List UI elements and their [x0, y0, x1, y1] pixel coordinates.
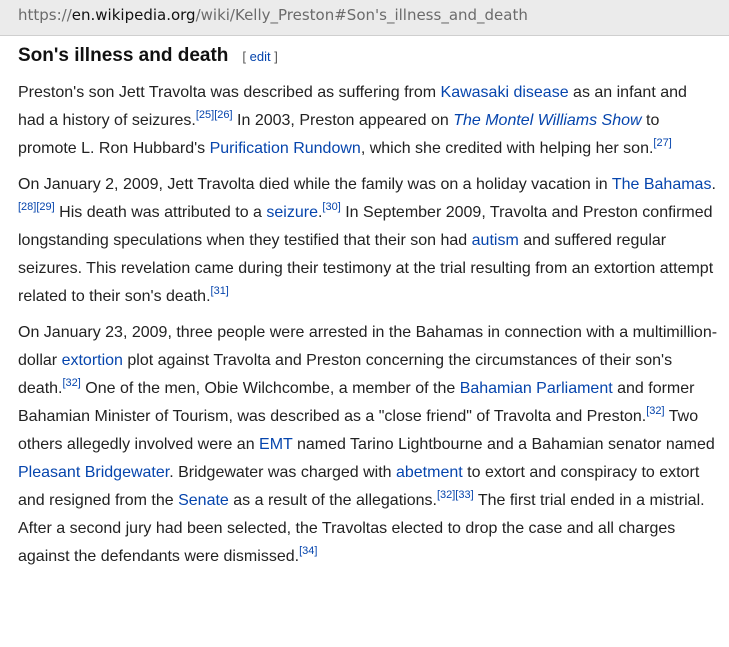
citation [36, 201, 54, 213]
text: named Tarino Lightbourne and a Bahamian senator named [292, 436, 715, 453]
article-content [18, 40, 718, 579]
citation-link[interactable]: [26] [214, 109, 233, 121]
url-scheme: https:// [18, 6, 72, 24]
edit-section [242, 49, 277, 64]
link-the-bahamas[interactable]: The Bahamas [611, 176, 712, 193]
link-emt[interactable]: EMT [259, 436, 293, 453]
text: . Bridgewater was charged with [169, 464, 396, 481]
text: On January 2, 2009, Jett Travolta died while the family was on a holiday vacation in [18, 176, 612, 193]
text: Preston's son Jett Travolta was described as suffering from [18, 84, 441, 101]
citation [214, 109, 232, 121]
citation-link[interactable]: [32] [62, 377, 81, 389]
citation [196, 109, 214, 121]
citation-link[interactable]: [25] [195, 109, 215, 121]
paragraph-death [18, 171, 718, 311]
link-senate[interactable]: Senate [178, 492, 229, 509]
citation [455, 489, 473, 501]
link-purification-rundown[interactable]: Purification Rundown [209, 140, 361, 157]
text: One of the men, Obie Wilchcombe, a member of the [80, 380, 460, 397]
paragraph-illness [18, 79, 718, 163]
citation-link[interactable]: [33] [455, 489, 474, 501]
link-bahamian-parliament[interactable]: Bahamian Parliament [459, 380, 613, 397]
text: On January 23, 2009, three people were arrested in the Bahamas in connection with a multimillion-dollar [18, 324, 718, 369]
text: The first trial ended in a mistrial. After a second jury had been selected, the Travoltas elected to drop the case and all charges against the defendants were dismissed. [18, 492, 705, 565]
link-kawasaki-disease[interactable]: Kawasaki disease [440, 84, 569, 101]
link-extortion[interactable]: extortion [61, 352, 123, 369]
citation-link[interactable]: [30] [322, 201, 341, 213]
link-pleasant-bridgewater[interactable]: Pleasant Bridgewater [18, 464, 170, 481]
url-host: en.wikipedia.org [71, 6, 196, 24]
citation [437, 489, 455, 501]
edit-bracket-close: ] [274, 49, 278, 64]
citation-link[interactable]: [28] [18, 201, 37, 213]
text: . [317, 204, 323, 221]
text: as an infant and had a history of seizures. [18, 84, 687, 129]
citation-link[interactable]: [27] [653, 137, 672, 149]
citation-link[interactable]: [29] [36, 201, 55, 213]
citation [646, 405, 664, 417]
text: Two others allegedly involved were an [18, 408, 699, 453]
address-bar[interactable] [0, 0, 729, 36]
text: to promote L. Ron Hubbard's [18, 112, 660, 157]
citation [62, 377, 80, 389]
citation-link[interactable]: [31] [210, 285, 229, 297]
citation-link[interactable]: [32] [436, 489, 456, 501]
citation-link[interactable]: [32] [646, 405, 665, 417]
citation [211, 285, 229, 297]
text: and suffered regular seizures. This revelation came during their testimony at the trial resulting from an extortion attempt related to their son's death. [18, 232, 714, 305]
citation [322, 201, 340, 213]
text: In 2003, Preston appeared on [232, 112, 454, 129]
citation [18, 201, 36, 213]
link-seizure[interactable]: seizure [266, 204, 318, 221]
text: In September 2009, Travolta and Preston confirmed longstanding speculations when they testified that their son had [18, 204, 713, 249]
link-autism[interactable]: autism [471, 232, 519, 249]
text: His death was attributed to a [54, 204, 267, 221]
section-title: Son's illness and death [18, 45, 229, 66]
edit-link[interactable]: edit [249, 49, 271, 64]
edit-bracket-open: [ [242, 49, 247, 64]
text: . [711, 176, 716, 193]
section-heading [18, 44, 718, 69]
text: plot against Travolta and Preston concerning the circumstances of their son's death. [18, 352, 673, 397]
citation [299, 545, 317, 557]
url-path: /wiki/Kelly_Preston#Son's_illness_and_death [195, 6, 528, 24]
link-abetment[interactable]: abetment [395, 464, 463, 481]
citation-link[interactable]: [34] [299, 545, 318, 557]
citation [653, 137, 671, 149]
text: , which she credited with helping her son. [360, 140, 654, 157]
text: to extort and conspiracy to extort and resigned from the [18, 464, 700, 509]
text: as a result of the allegations. [228, 492, 437, 509]
text: and former Bahamian Minister of Tourism, was described as a "close friend" of Travolta and Preston. [18, 380, 695, 425]
paragraph-extortion [18, 319, 718, 571]
link-montel-williams-show[interactable]: The Montel Williams Show [453, 112, 642, 129]
